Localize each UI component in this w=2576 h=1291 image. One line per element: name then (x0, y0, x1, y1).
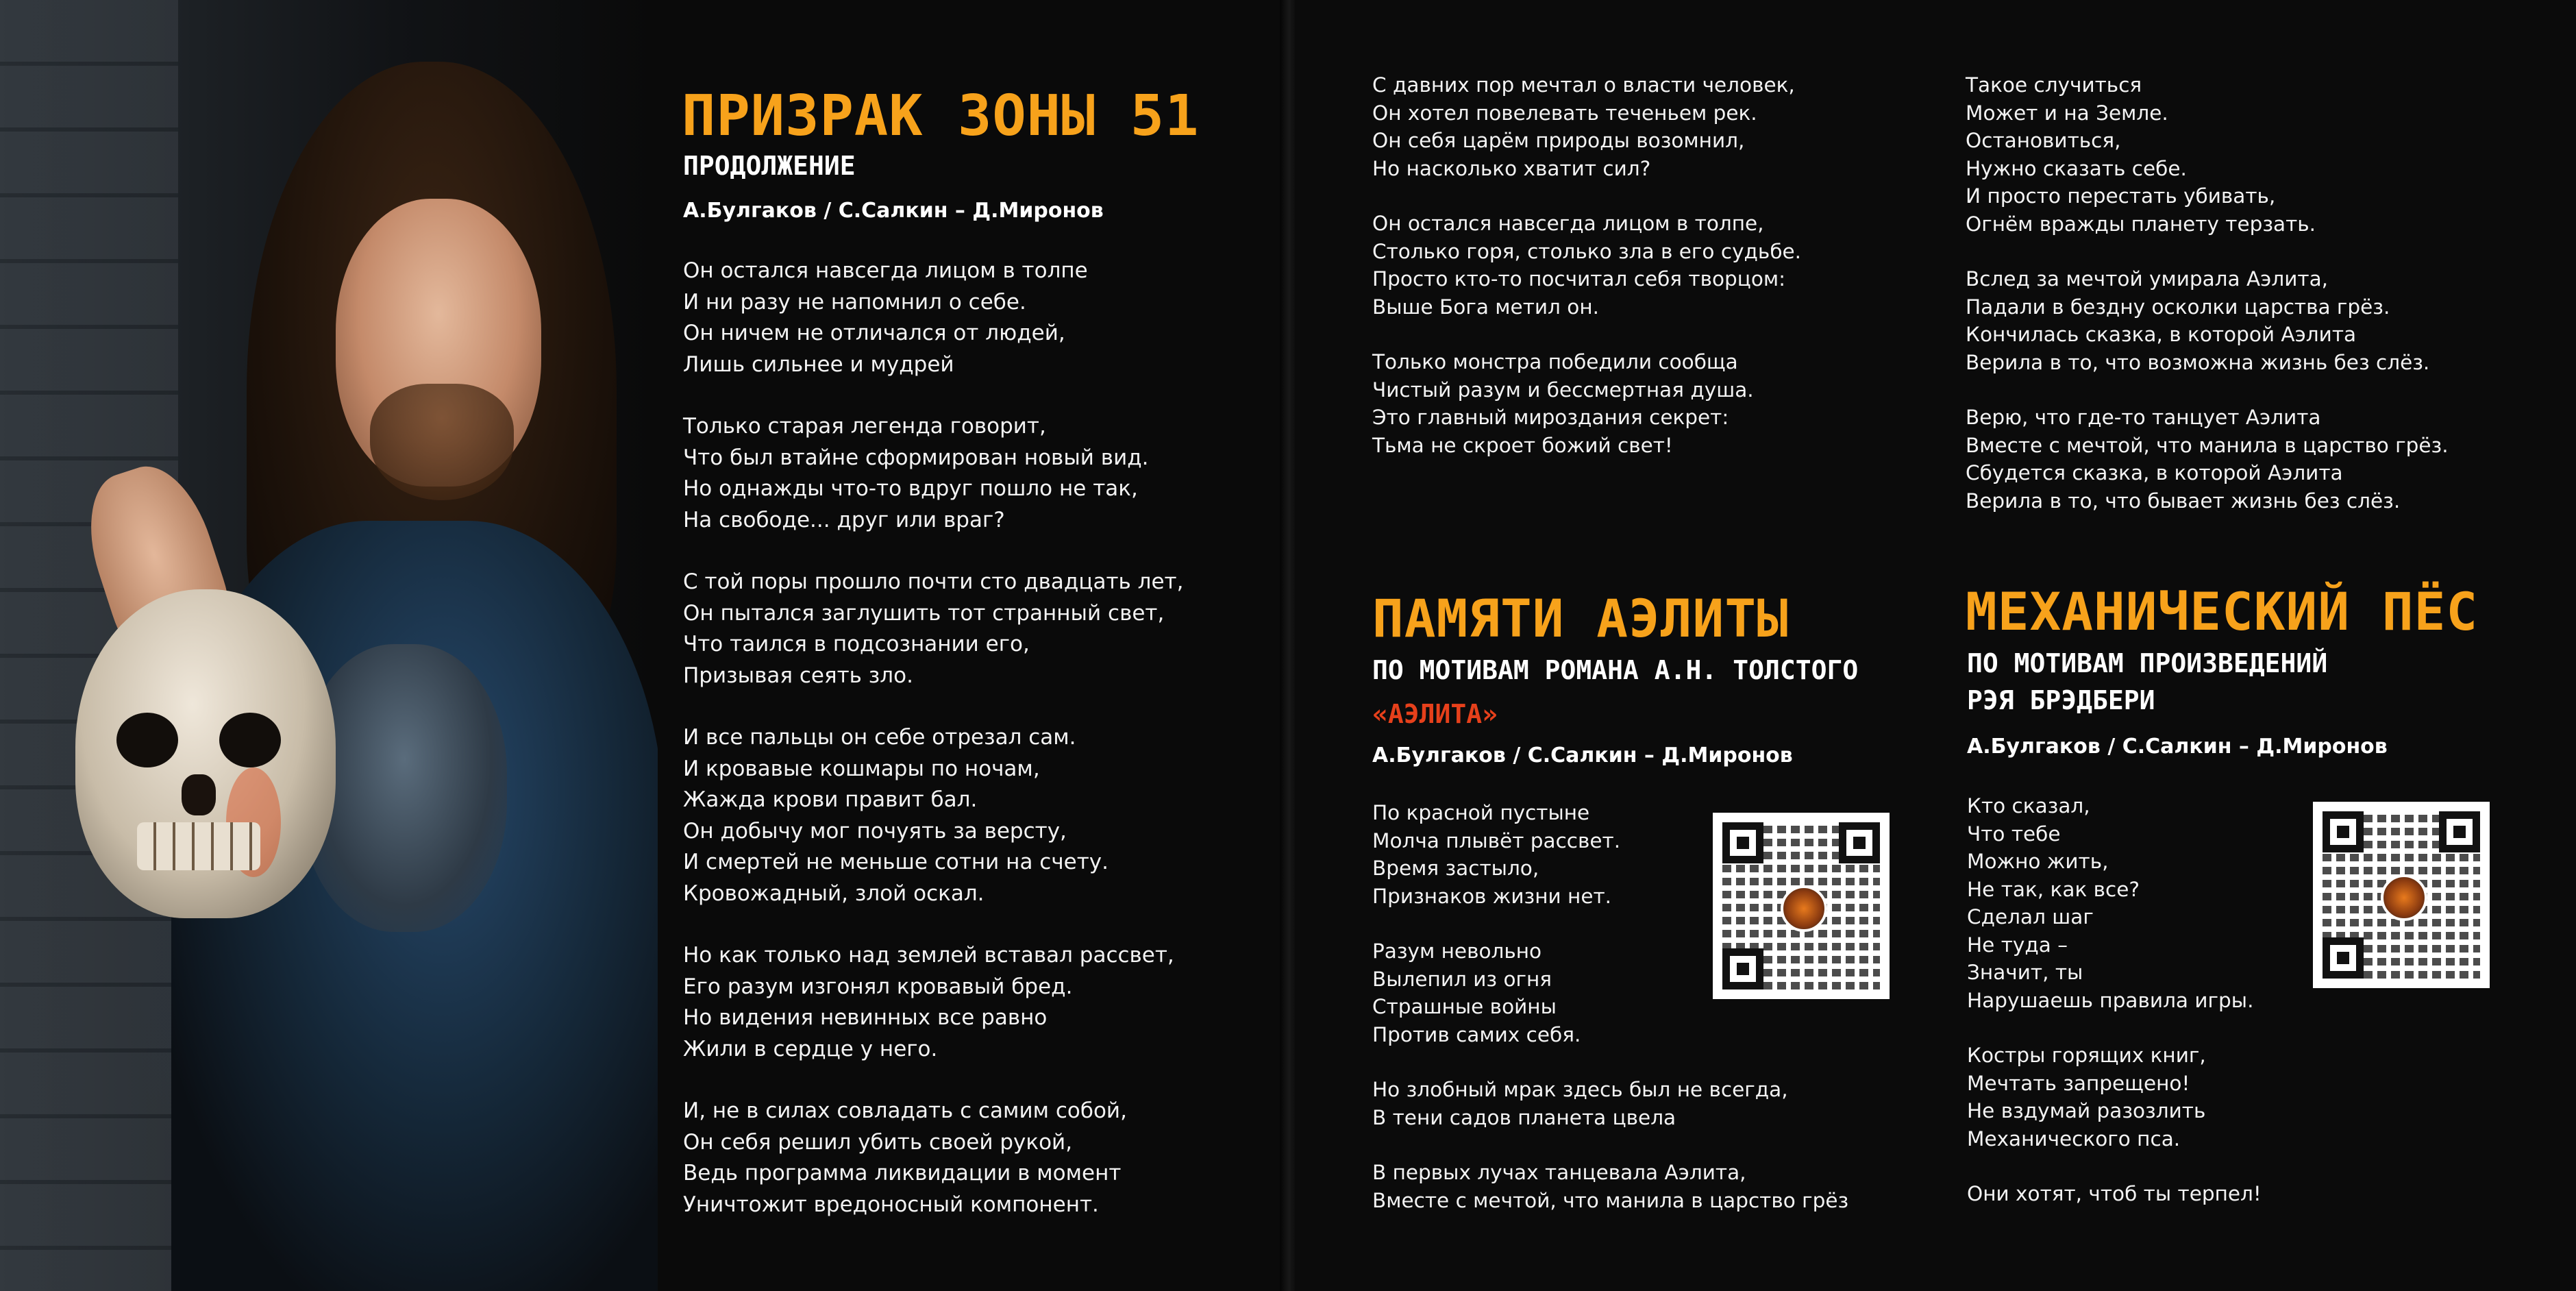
lyric-line: Только старая легенда говорит, (683, 414, 1046, 439)
lyric-line: Но видения невинных все равно (683, 1005, 1048, 1030)
lyric-line: Чистый разум и бессмертная душа. (1372, 378, 1754, 402)
lyric-line: И просто перестать убивать, (1966, 184, 2276, 208)
lyrics-zone51-continuation (1372, 71, 1801, 459)
qr-finder (2323, 937, 2364, 979)
lyric-line: Огнём вражды планету терзать. (1966, 212, 2316, 236)
lyric-line: Ведь программа ликвидации в момент (683, 1161, 1122, 1185)
lyric-line: Но однажды что-то вдруг пошло не так, (683, 476, 1138, 501)
lyric-line: Можно жить, (1967, 850, 2109, 873)
lyric-line: Мечтать запрещено! (1967, 1071, 2190, 1095)
song-subtitle-aelita-quote: «АЭЛИТА» (1372, 699, 1498, 729)
stanza-gap (683, 1065, 1183, 1096)
skull-eye-left (116, 713, 178, 767)
lyric-line: Вылепил из огня (1372, 967, 1552, 991)
stanza-gap (1966, 376, 2449, 404)
lyric-line: Что был втайне сформирован новый вид. (683, 445, 1149, 470)
song-title-aelita: ПАМЯТИ АЭЛИТЫ (1372, 588, 1789, 649)
lyric-line: Сбудется сказка, в которой Аэлита (1966, 461, 2343, 484)
lyric-line: Остановиться, (1966, 129, 2121, 152)
stanza-gap (683, 380, 1183, 411)
qr-code-aelita[interactable] (1713, 813, 1890, 999)
lyric-line: Сделал шаг (1967, 905, 2094, 929)
lyric-line: Против самих себя. (1372, 1022, 1581, 1046)
stanza-gap (1967, 1014, 2262, 1042)
qr-logo-icon (2381, 874, 2427, 921)
lyric-line: Его разум изгонял кровавый бред. (683, 974, 1073, 999)
stanza-gap (1372, 1048, 1848, 1076)
lyric-line: Но насколько хватит сил? (1372, 156, 1651, 180)
stanza-gap (1372, 182, 1801, 210)
lyric-line: Не туда – (1967, 933, 2068, 957)
lyric-line: Жажда крови правит бал. (683, 787, 978, 812)
skull-eye-right (219, 713, 281, 767)
song-title-zone51: ПРИЗРАК ЗОНЫ 51 (682, 84, 1200, 149)
lyric-line: Он хотел повелевать теченьем рек. (1372, 101, 1757, 125)
lyric-line: Уничтожит вредоносный компонент. (683, 1192, 1099, 1217)
lyric-line: Падали в бездну осколки царства грёз. (1966, 295, 2390, 319)
lyric-line: Такое случиться (1966, 73, 2142, 97)
lyric-line: И ни разу не напомнил о себе. (683, 289, 1026, 315)
lyric-line: Разум невольно (1372, 939, 1542, 963)
qr-finder (1839, 822, 1880, 863)
lyric-line: Но как только над землей вставал рассвет, (683, 943, 1174, 968)
lyric-line: Верила в то, что бывает жизнь без слёз. (1966, 489, 2401, 513)
skull-nose (182, 774, 216, 815)
qr-code-dog[interactable] (2313, 802, 2490, 988)
song-subtitle-dog-line2: РЭЯ БРЭДБЕРИ (1967, 685, 2155, 715)
song-authors-zone51: А.Булгаков / С.Салкин – Д.Миронов (683, 199, 1104, 223)
lyric-line: Выше Бога метил он. (1372, 295, 1599, 319)
lyric-line: Он себя царём природы возомнил, (1372, 129, 1745, 152)
qr-finder (2439, 811, 2480, 852)
lyric-line: Это главный мироздания секрет: (1372, 406, 1729, 429)
lyric-line: Верю, что где-то танцует Аэлита (1966, 406, 2321, 429)
lyric-line: Вместе с мечтой, что манила в царство грёз. (1966, 433, 2449, 457)
qr-finder (2323, 811, 2364, 852)
lyric-line: Верила в то, что возможна жизнь без слёз. (1966, 350, 2430, 374)
song-subtitle-aelita: ПО МОТИВАМ РОМАНА А.Н. ТОЛСТОГО (1372, 655, 1859, 685)
lyric-line: Он остался навсегда лицом в толпе (683, 258, 1088, 283)
lyric-line: Может и на Земле. (1966, 101, 2168, 125)
lyric-line: Молча плывёт рассвет. (1372, 828, 1621, 852)
lyric-line: Не вздумай разозлить (1967, 1099, 2206, 1122)
lyric-line: Призывая сеять зло. (683, 663, 913, 688)
lyric-line: Механического пса. (1967, 1127, 2181, 1151)
lyric-line: Лишь сильнее и мудрей (683, 352, 954, 377)
lyric-line: Но злобный мрак здесь был не всегда, (1372, 1078, 1788, 1101)
lyric-line: Он пытался заглушить тот странный свет, (683, 600, 1165, 626)
song-authors-dog: А.Булгаков / С.Салкин – Д.Миронов (1967, 735, 2388, 759)
lyric-line: Тьма не скроет божий свет! (1372, 433, 1673, 457)
lyric-line: И кровавые кошмары по ночам, (683, 756, 1040, 781)
lyric-line: Он себя решил убить своей рукой, (683, 1129, 1073, 1155)
lyric-line: В первых лучах танцевала Аэлита, (1372, 1161, 1746, 1184)
lyric-line: С давних пор мечтал о власти человек, (1372, 73, 1795, 97)
skull-teeth (137, 822, 260, 870)
lyric-line: Вместе с мечтой, что манила в царство грёз (1372, 1188, 1849, 1212)
stanza-gap (683, 691, 1183, 722)
lyric-line: Он добычу мог почуять за версту, (683, 818, 1067, 844)
qr-finder (1722, 948, 1763, 989)
lyric-line: Нарушаешь правила игры. (1967, 988, 2254, 1012)
lyric-line: Кончилась сказка, в которой Аэлита (1966, 323, 2357, 346)
lyric-line: Он ничем не отличался от людей, (683, 321, 1065, 345)
beard (370, 384, 514, 500)
lyric-line: На свободе... друг или враг? (683, 507, 1005, 532)
lyric-line: Костры горящих книг, (1967, 1044, 2206, 1067)
lyric-line: И смертей не меньше сотни на счету. (683, 850, 1109, 874)
lyric-line: Жили в сердце у него. (683, 1036, 938, 1061)
lyric-line: И все пальцы он себе отрезал сам. (683, 725, 1076, 750)
lyrics-aelita-continuation (1966, 71, 2449, 515)
stanza-gap (683, 909, 1183, 940)
lyric-line: С той поры прошло почти сто двадцать лет, (683, 569, 1184, 594)
lyric-line: Столько горя, столько зла в его судьбе. (1372, 239, 1802, 263)
lyric-line: И, не в силах совладать с самим собой, (683, 1098, 1127, 1123)
lyric-line: Нужно сказать себе. (1966, 156, 2187, 180)
lyric-line: Страшные войны (1372, 995, 1557, 1018)
qr-finder (1722, 822, 1763, 863)
lyric-line: Просто кто-то посчитал себя творцом: (1372, 267, 1786, 291)
song-title-dog: МЕХАНИЧЕСКИЙ ПЁС (1966, 581, 2479, 642)
lyric-line: Значит, ты (1967, 961, 2083, 984)
stanza-gap (1372, 321, 1801, 348)
song-authors-aelita: А.Булгаков / С.Салкин – Д.Миронов (1372, 743, 1793, 767)
song-subtitle-zone51: ПРОДОЛЖЕНИЕ (683, 151, 856, 181)
song-subtitle-dog-line1: ПО МОТИВАМ ПРОИЗВЕДЕНИЙ (1967, 648, 2328, 678)
lyric-line: Не так, как все? (1967, 877, 2140, 901)
lyric-line: Кровожадный, злой оскал. (683, 881, 984, 906)
lyric-line: Время застыло, (1372, 857, 1539, 880)
stanza-gap (1967, 1153, 2262, 1180)
stanza-gap (1372, 1131, 1848, 1159)
lyric-line: Вслед за мечтой умирала Аэлита, (1966, 267, 2329, 291)
musician-photo (0, 0, 658, 1291)
lyric-line: Признаков жизни нет. (1372, 884, 1612, 908)
stanza-gap (683, 536, 1183, 567)
lyrics-zone51 (683, 256, 1183, 1220)
stanza-gap (1966, 238, 2449, 265)
lyric-line: Они хотят, чтоб ты терпел! (1967, 1182, 2262, 1205)
lyric-line: Он остался навсегда лицом в толпе, (1372, 212, 1764, 235)
lyric-line: Только монстра победили сообща (1372, 350, 1738, 373)
left-page (0, 0, 1287, 1291)
lyric-line: Что таился в подсознании его, (683, 632, 1030, 656)
lyric-line: По красной пустыне (1372, 801, 1590, 824)
lyric-line: Кто сказал, (1967, 794, 2090, 817)
qr-logo-icon (1781, 885, 1827, 932)
lyrics-dog (1967, 792, 2262, 1208)
lyric-line: В тени садов планета цвела (1372, 1105, 1676, 1129)
lyric-line: Что тебе (1967, 822, 2061, 846)
